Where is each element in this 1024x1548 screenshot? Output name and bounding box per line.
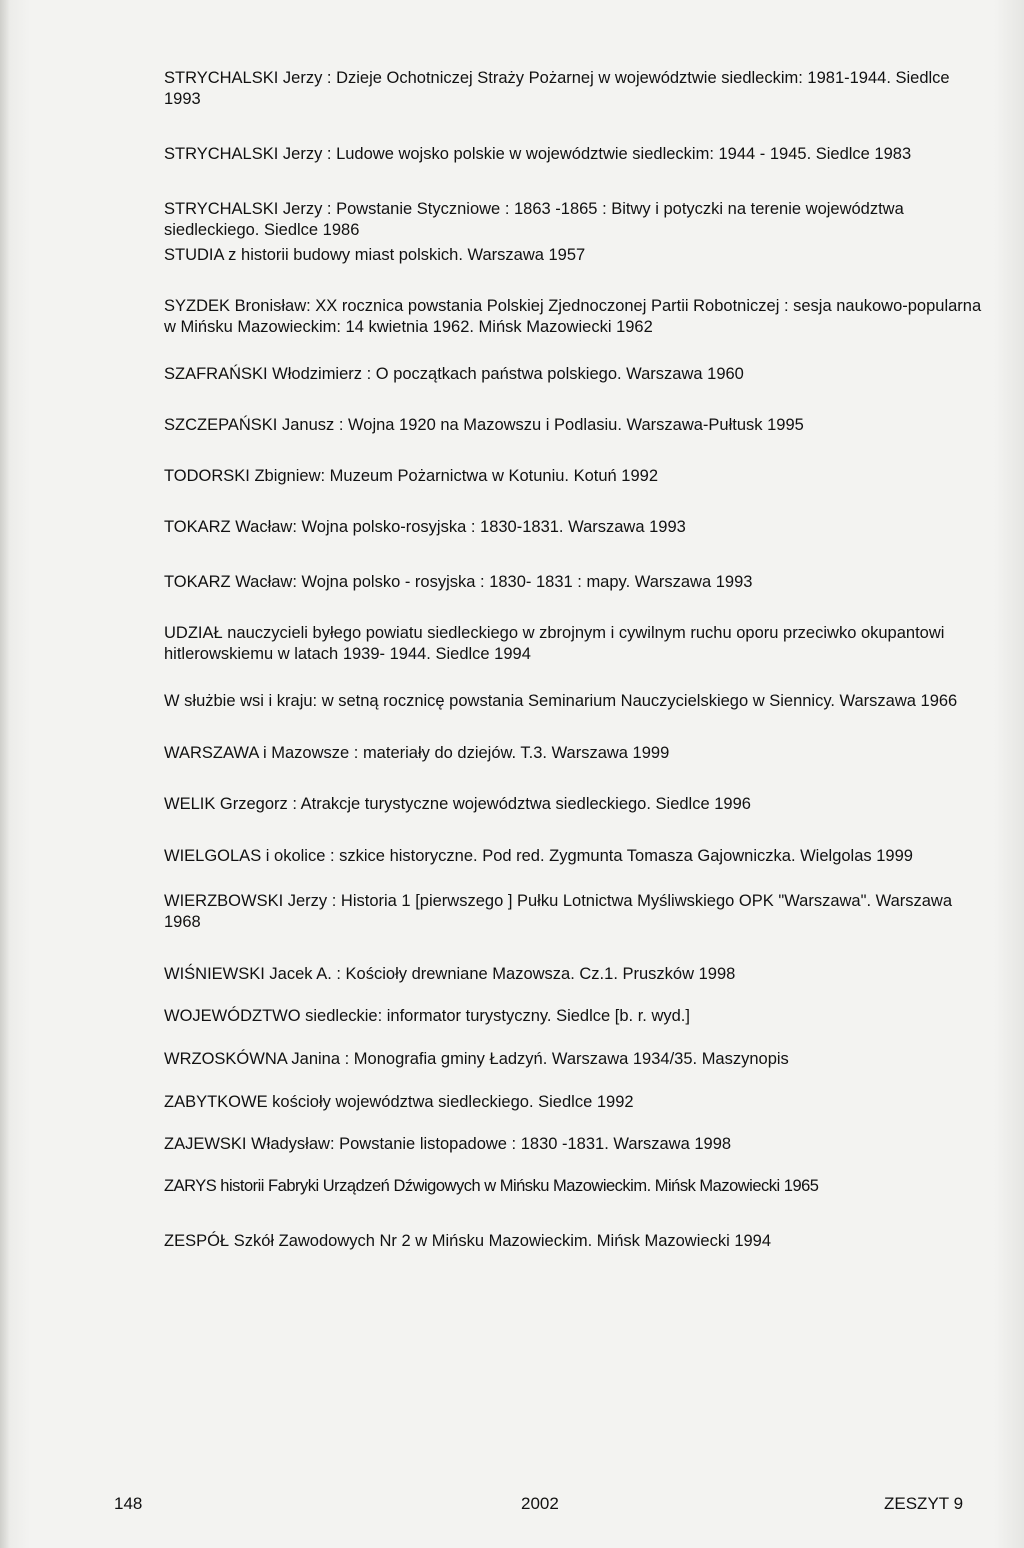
bibliography-entry: SZCZEPAŃSKI Janusz : Wojna 1920 na Mazowszu i Podlasiu. Warszawa-Pułtusk 1995 <box>164 416 804 434</box>
bibliography-entry: UDZIAŁ nauczycieli byłego powiatu siedleckiego w zbrojnym i cywilnym ruchu oporu przeciwko okupantowi hitlerowskiemu w latach 1939- 1944. Siedlce 1994 <box>164 624 945 663</box>
bibliography-entry: ZABYTKOWE kościoły województwa siedleckiego. Siedlce 1992 <box>164 1093 634 1111</box>
bibliography-entry: TOKARZ Wacław: Wojna polsko - rosyjska : 1830- 1831 : mapy. Warszawa 1993 <box>164 573 753 591</box>
bibliography-entry: STRYCHALSKI Jerzy : Ludowe wojsko polskie w województwie siedleckim: 1944 - 1945. Siedlce 1983 <box>164 145 912 163</box>
bibliography-list <box>164 68 984 1252</box>
page-footer <box>0 1494 1024 1518</box>
bibliography-entry: W służbie wsi i kraju: w setną rocznicę powstania Seminarium Nauczycielskiego w Siennicy. Warszawa 1966 <box>164 692 958 710</box>
bibliography-entry: SZAFRAŃSKI Włodzimierz : O początkach państwa polskiego. Warszawa 1960 <box>164 365 744 383</box>
bibliography-entry: WOJEWÓDZTWO siedleckie: informator turystyczny. Siedlce [b. r. wyd.] <box>164 1007 690 1025</box>
bibliography-entry: WARSZAWA i Mazowsze : materiały do dziejów. T.3. Warszawa 1999 <box>164 744 670 762</box>
issue-label: ZESZYT 9 <box>884 1494 964 1513</box>
bibliography-entry: WELIK Grzegorz : Atrakcje turystyczne województwa siedleckiego. Siedlce 1996 <box>164 795 751 813</box>
bibliography-entry: WRZOSKÓWNA Janina : Monografia gminy Ładzyń. Warszawa 1934/35. Maszynopis <box>164 1050 789 1068</box>
bibliography-entry: STUDIA z historii budowy miast polskich. Warszawa 1957 <box>164 246 586 264</box>
bibliography-entry: TODORSKI Zbigniew: Muzeum Pożarnictwa w Kotuniu. Kotuń 1992 <box>164 467 659 485</box>
bibliography-entry: ZARYS historii Fabryki Urządzeń Dźwigowych w Mińsku Mazowieckim. Mińsk Mazowiecki 1965 <box>164 1177 819 1195</box>
page-edge-shadow <box>0 0 10 1548</box>
bibliography-entry: WIELGOLAS i okolice : szkice historyczne. Pod red. Zygmunta Tomasza Gajowniczka. Wielgolas 1999 <box>164 847 913 865</box>
bibliography-entry: STRYCHALSKI Jerzy : Powstanie Styczniowe : 1863 -1865 : Bitwy i potyczki na terenie województwa siedleckiego. Siedlce 1986 <box>164 200 904 239</box>
bibliography-entry: ZAJEWSKI Władysław: Powstanie listopadowe : 1830 -1831. Warszawa 1998 <box>164 1135 732 1153</box>
bibliography-entry: ZESPÓŁ Szkół Zawodowych Nr 2 w Mińsku Mazowieckim. Mińsk Mazowiecki 1994 <box>164 1232 772 1250</box>
bibliography-entry: WIŚNIEWSKI Jacek A. : Kościoły drewniane Mazowsza. Cz.1. Pruszków 1998 <box>164 965 736 983</box>
bibliography-entry: STRYCHALSKI Jerzy : Dzieje Ochotniczej Straży Pożarnej w województwie siedleckim: 1981-1944. Siedlce 1993 <box>164 69 950 108</box>
bibliography-entry: SYZDEK Bronisław: XX rocznica powstania Polskiej Zjednoczonej Partii Robotniczej : sesja naukowo-popularna w Mińsku Mazowieckim: 14 kwietnia 1962. Mińsk Mazowiecki 1962 <box>164 297 982 336</box>
publication-year: 2002 <box>521 1494 559 1513</box>
bibliography-entry: WIERZBOWSKI Jerzy : Historia 1 [pierwszego ] Pułku Lotnictwa Myśliwskiego OPK "Warszawa". Warszawa 1968 <box>164 892 953 931</box>
page-number: 148 <box>114 1494 143 1513</box>
bibliography-entry: TOKARZ Wacław: Wojna polsko-rosyjska : 1830-1831. Warszawa 1993 <box>164 518 686 536</box>
